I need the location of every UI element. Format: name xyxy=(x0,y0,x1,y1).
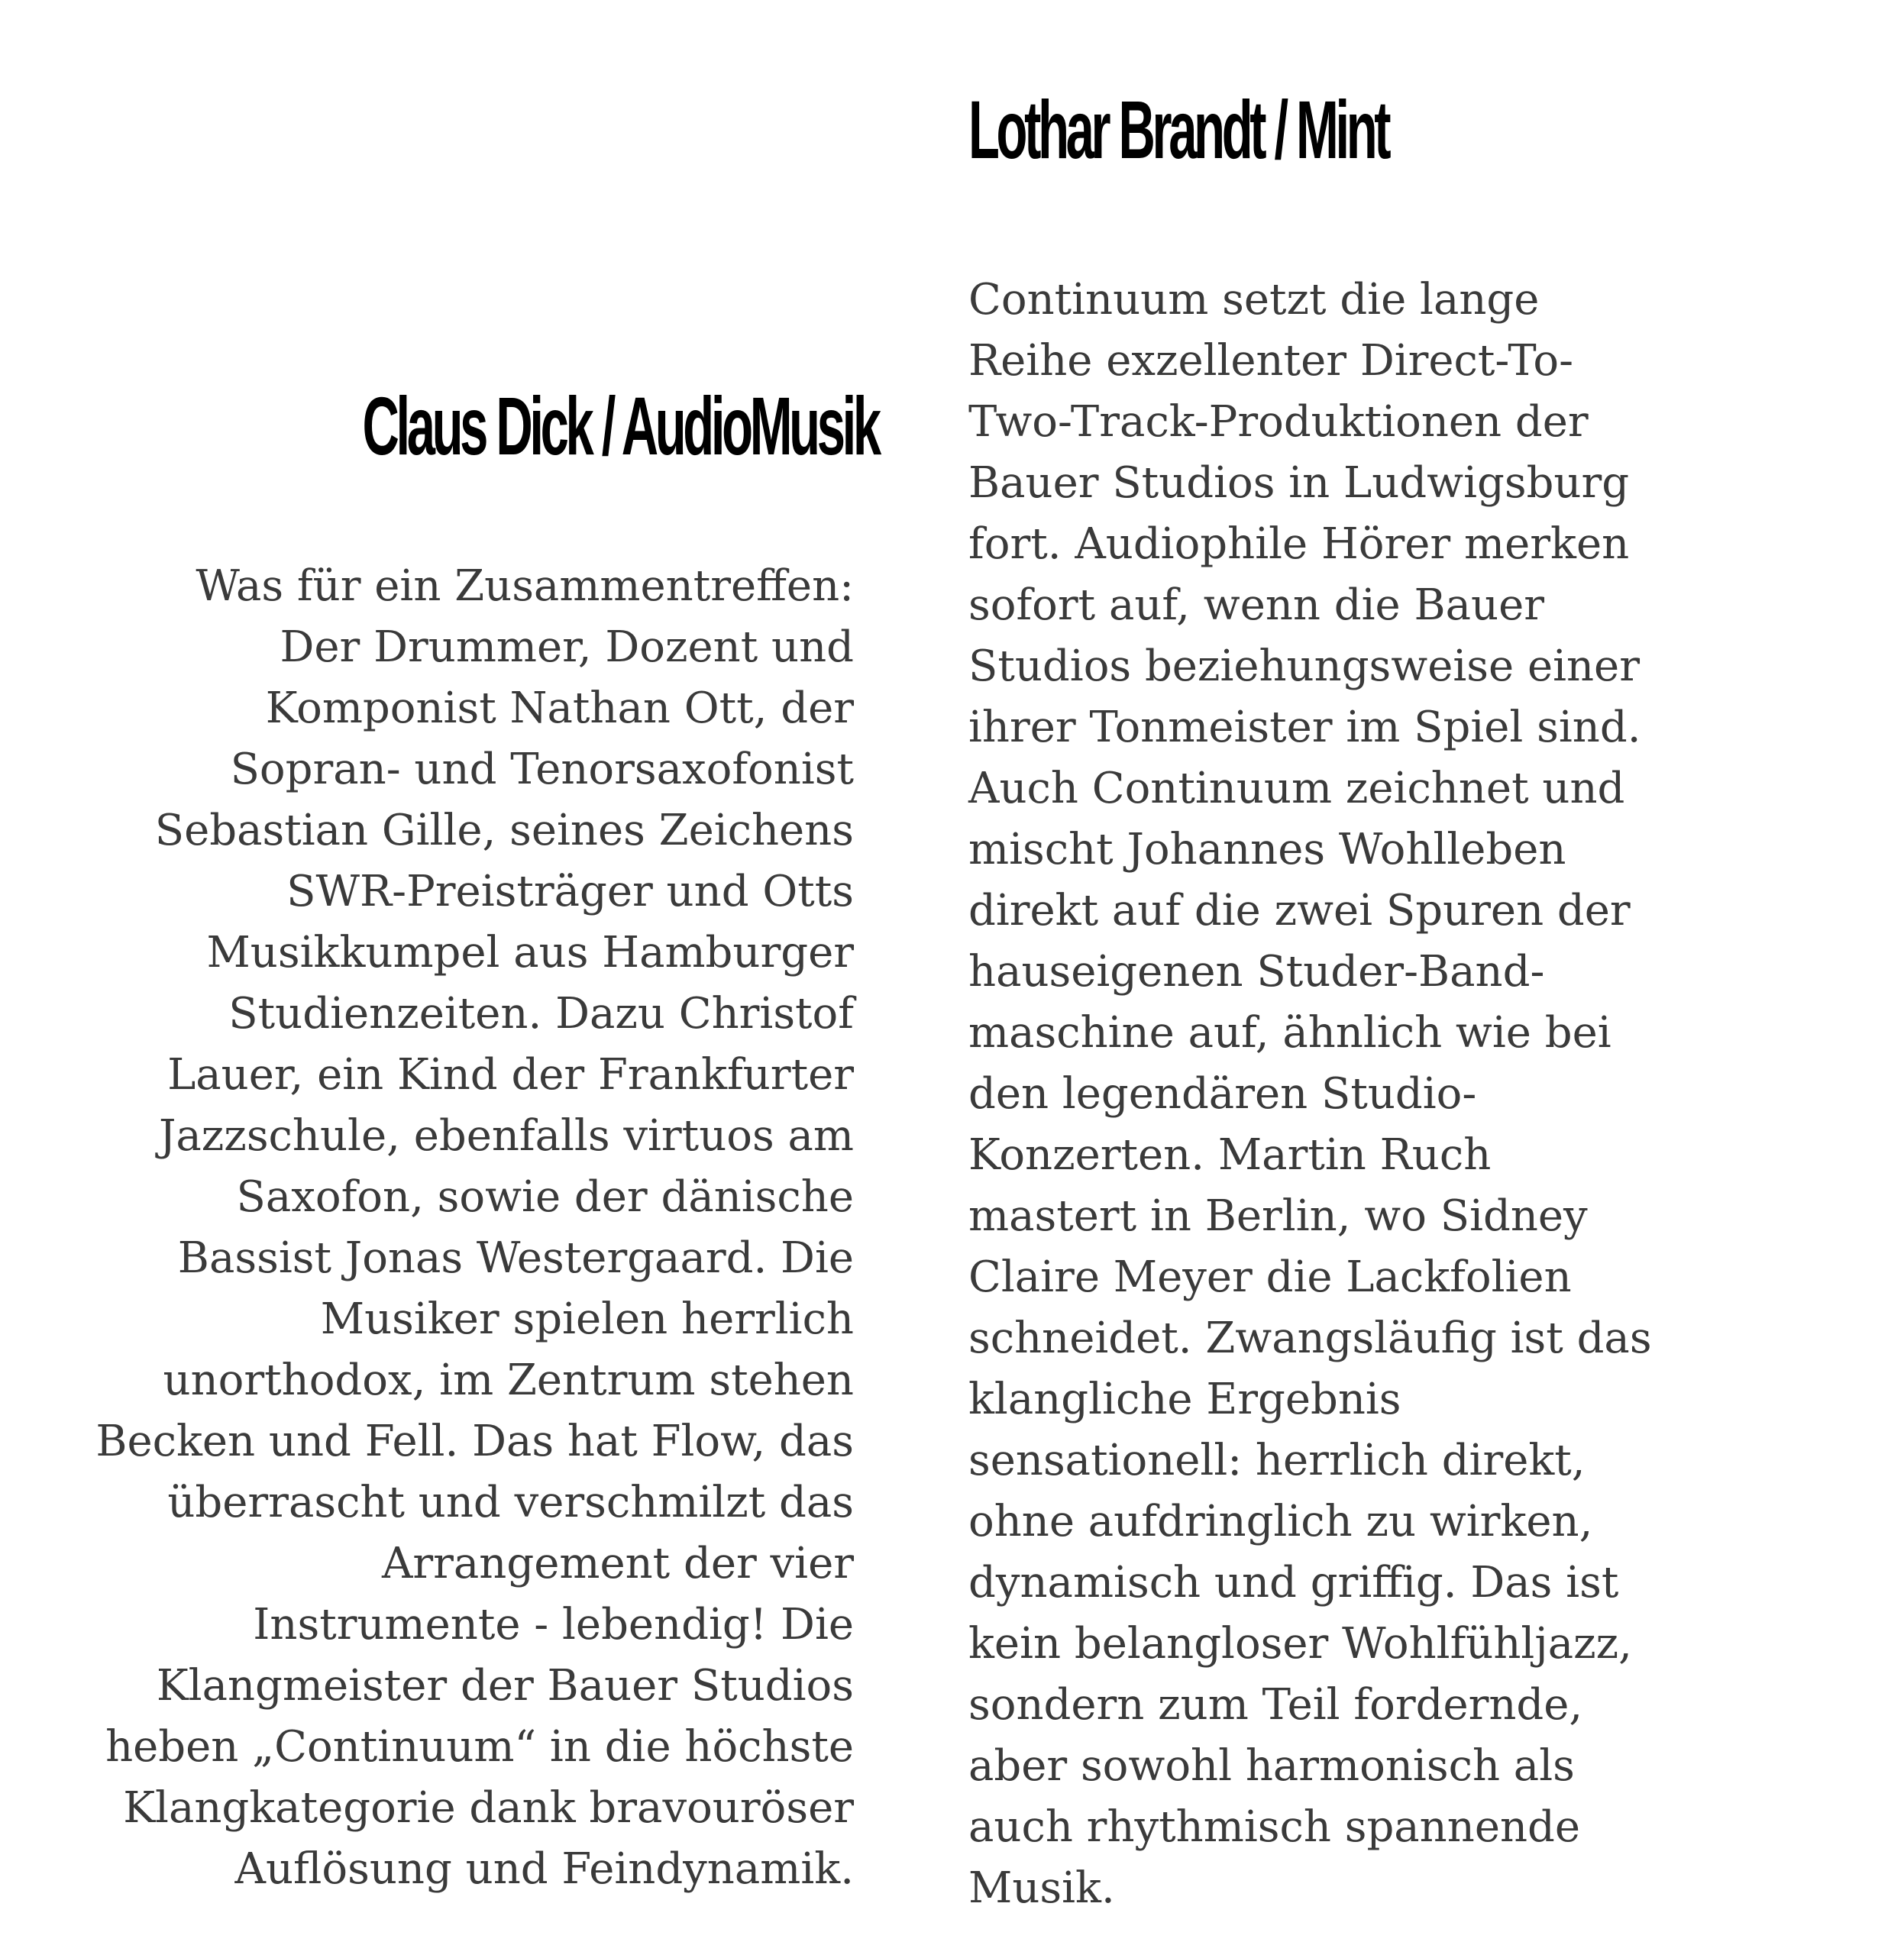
body-text-line: kein belangloser Wohlfühljazz, xyxy=(968,1619,1632,1669)
body-text-line: Studios beziehungsweise einer xyxy=(968,641,1640,691)
body-text-line: Studienzeiten. Dazu Christof xyxy=(228,989,854,1039)
review-claus-dick xyxy=(61,373,878,1900)
body-text-line: SWR-Preisträger und Otts xyxy=(286,867,854,916)
body-text-line: ihrer Tonmeister im Spiel sind. xyxy=(968,703,1641,752)
body-text-line: auch rhythmisch spannende xyxy=(968,1802,1581,1852)
body-text-line: Auflösung und Feindynamik. xyxy=(234,1844,854,1894)
body-text-line: Der Drummer, Dozent und xyxy=(280,622,854,672)
body-text-line: Claire Meyer die Lackfolien xyxy=(968,1252,1572,1302)
body-text-line: sondern zum Teil fordernde, xyxy=(968,1680,1583,1730)
body-text-line: mastert in Berlin, wo Sidney xyxy=(968,1191,1588,1241)
body-text-line: unorthodox, im Zentrum stehen xyxy=(163,1356,854,1405)
body-text-line: direkt auf die zwei Spuren der xyxy=(968,886,1631,935)
body-text-line: überrascht und verschmilzt das xyxy=(167,1478,854,1527)
body-text-line: Konzerten. Martin Ruch xyxy=(968,1130,1492,1180)
body-text-line: Klangmeister der Bauer Studios xyxy=(156,1661,854,1711)
body-text-line: Musikkumpel aus Hamburger xyxy=(206,928,854,978)
body-text-line: mischt Johannes Wohlleben xyxy=(968,825,1566,874)
body-text-line: Was für ein Zusammentreffen: xyxy=(196,561,854,611)
body-text-line: Continuum setzt die lange xyxy=(968,275,1540,325)
review-heading: Lothar Brandt / Mint xyxy=(968,83,1388,176)
body-text-line: Musiker spielen herrlich xyxy=(320,1294,854,1344)
body-text-line: Auch Continuum zeichnet und xyxy=(968,764,1625,813)
body-text-line: Lauer, ein Kind der Frankfurter xyxy=(167,1050,854,1100)
body-text-line: Instrumente - lebendig! Die xyxy=(253,1600,854,1650)
body-text-line: Sebastian Gille, seines Zeichens xyxy=(154,806,854,855)
body-text-line: sofort auf, wenn die Bauer xyxy=(968,580,1544,630)
body-text-line: Bauer Studios in Ludwigsburg xyxy=(968,458,1630,508)
body-text-line: aber sowohl harmonisch als xyxy=(968,1741,1575,1791)
body-text-line: fort. Audiophile Hörer merken xyxy=(968,519,1630,569)
body-text-line: Becken und Fell. Das hat Flow, das xyxy=(95,1417,854,1466)
body-text-line: Komponist Nathan Ott, der xyxy=(265,683,854,733)
body-text-line: Reihe exzellenter Direct-To- xyxy=(968,336,1573,386)
body-text-line: Sopran- und Tenorsaxofonist xyxy=(230,745,854,794)
body-text-line: Two-Track-Produktionen der xyxy=(968,397,1589,447)
body-text-line: sensationell: herrlich direkt, xyxy=(968,1436,1586,1485)
body-text-line: heben „Continuum“ in die höchste xyxy=(105,1722,854,1772)
review-body xyxy=(968,270,1847,1919)
body-text-line: den legendären Studio- xyxy=(968,1069,1477,1119)
body-text-line: dynamisch und griffig. Das ist xyxy=(968,1558,1619,1608)
body-text-line: maschine auf, ähnlich wie bei xyxy=(968,1008,1611,1058)
body-text-line: Saxofon, sowie der dänische xyxy=(236,1172,854,1222)
body-text-line: Jazzschule, ebenfalls virtuos am xyxy=(158,1111,854,1161)
body-text-line: Musik. xyxy=(968,1863,1115,1913)
body-text-line: ohne aufdringlich zu wirken, xyxy=(968,1497,1593,1546)
body-text-line: klangliche Ergebnis xyxy=(968,1375,1401,1424)
body-text-line: Klangkategorie dank bravouröser xyxy=(123,1783,854,1833)
review-lothar-brandt xyxy=(968,76,1847,1919)
body-text-line: schneidet. Zwangsläufig ist das xyxy=(968,1314,1652,1363)
review-body xyxy=(61,556,854,1900)
body-text-line: Arrangement der vier xyxy=(381,1539,854,1588)
body-text-line: hauseigenen Studer-Band- xyxy=(968,947,1545,997)
review-heading: Claus Dick / AudioMusik xyxy=(362,380,878,472)
body-text-line: Bassist Jonas Westergaard. Die xyxy=(177,1233,854,1283)
